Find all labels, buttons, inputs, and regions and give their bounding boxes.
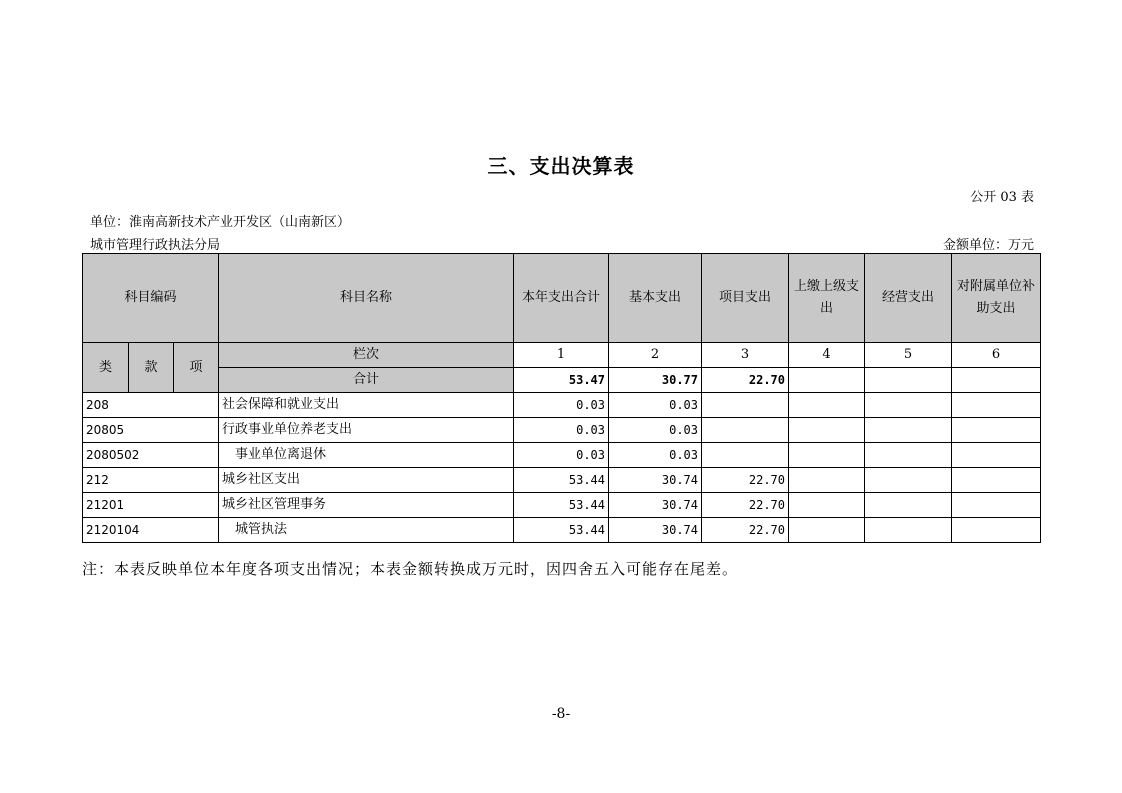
row-project — [702, 443, 789, 468]
header-name: 科目名称 — [219, 254, 514, 343]
header-basic: 基本支出 — [609, 254, 702, 343]
header-total: 本年支出合计 — [514, 254, 609, 343]
row-upper — [789, 393, 865, 418]
row-code: 2120104 — [83, 518, 219, 543]
row-business — [865, 493, 952, 518]
header-business: 经营支出 — [865, 254, 952, 343]
total-project: 22.70 — [702, 368, 789, 393]
row-total: 0.03 — [514, 443, 609, 468]
row-basic: 0.03 — [609, 418, 702, 443]
row-total: 53.44 — [514, 518, 609, 543]
expenditure-table — [82, 253, 1041, 543]
department-label: 城市管理行政执法分局 — [90, 238, 221, 253]
row-code: 20805 — [83, 418, 219, 443]
header-lei: 类 — [83, 343, 129, 393]
row-upper — [789, 468, 865, 493]
row-basic: 30.74 — [609, 493, 702, 518]
row-code: 21201 — [83, 493, 219, 518]
money-unit-label: 金额单位：万元 — [942, 238, 1034, 253]
row-business — [865, 518, 952, 543]
row-total: 53.44 — [514, 493, 609, 518]
row-subsidy — [952, 443, 1041, 468]
column-index-6: 6 — [952, 343, 1041, 368]
header-upper: 上缴上级支出 — [789, 254, 865, 343]
header-code: 科目编码 — [83, 254, 219, 343]
row-basic: 30.74 — [609, 518, 702, 543]
header-lanci: 栏次 — [219, 343, 514, 368]
column-index-1: 1 — [514, 343, 609, 368]
row-upper — [789, 518, 865, 543]
row-code: 208 — [83, 393, 219, 418]
row-name: 社会保障和就业支出 — [219, 393, 514, 418]
row-basic: 0.03 — [609, 443, 702, 468]
row-total: 0.03 — [514, 393, 609, 418]
row-code: 212 — [83, 468, 219, 493]
row-name: 行政事业单位养老支出 — [219, 418, 514, 443]
row-upper — [789, 493, 865, 518]
row-name: 城管执法 — [219, 518, 514, 543]
table-row — [83, 493, 1041, 518]
page-title: 三、支出决算表 — [487, 154, 635, 178]
total-label: 合计 — [219, 368, 514, 393]
table-row — [83, 443, 1041, 468]
table-row — [83, 418, 1041, 443]
row-subsidy — [952, 518, 1041, 543]
row-project — [702, 418, 789, 443]
column-index-5: 5 — [865, 343, 952, 368]
row-subsidy — [952, 468, 1041, 493]
total-basic: 30.77 — [609, 368, 702, 393]
row-name: 城乡社区支出 — [219, 468, 514, 493]
unit-label: 单位：淮南高新技术产业开发区（山南新区） — [90, 215, 351, 230]
row-project — [702, 393, 789, 418]
row-business — [865, 468, 952, 493]
table-note: 注：本表反映单位本年度各项支出情况；本表金额转换成万元时，因四舍五入可能存在尾差。 — [82, 560, 739, 578]
total-row — [83, 368, 1041, 393]
row-subsidy — [952, 418, 1041, 443]
table-row — [83, 468, 1041, 493]
total-business — [865, 368, 952, 393]
header-kuan: 款 — [129, 343, 174, 393]
row-subsidy — [952, 393, 1041, 418]
total-upper — [789, 368, 865, 393]
page-number: -8- — [551, 706, 571, 722]
column-index-2: 2 — [609, 343, 702, 368]
row-project: 22.70 — [702, 493, 789, 518]
row-code: 2080502 — [83, 443, 219, 468]
column-index-3: 3 — [702, 343, 789, 368]
row-business — [865, 443, 952, 468]
row-project: 22.70 — [702, 518, 789, 543]
table-row — [83, 518, 1041, 543]
total-total: 53.47 — [514, 368, 609, 393]
row-total: 0.03 — [514, 418, 609, 443]
row-upper — [789, 443, 865, 468]
row-name: 城乡社区管理事务 — [219, 493, 514, 518]
header-row — [83, 254, 1041, 343]
column-index-4: 4 — [789, 343, 865, 368]
header-subsidy: 对附属单位补助支出 — [952, 254, 1041, 343]
row-project: 22.70 — [702, 468, 789, 493]
row-basic: 0.03 — [609, 393, 702, 418]
row-business — [865, 418, 952, 443]
total-subsidy — [952, 368, 1041, 393]
form-number: 公开 03 表 — [970, 190, 1034, 205]
row-subsidy — [952, 493, 1041, 518]
column-index-row — [83, 343, 1041, 368]
row-business — [865, 393, 952, 418]
header-project: 项目支出 — [702, 254, 789, 343]
row-basic: 30.74 — [609, 468, 702, 493]
row-name: 事业单位离退休 — [219, 443, 514, 468]
row-total: 53.44 — [514, 468, 609, 493]
row-upper — [789, 418, 865, 443]
table-row — [83, 393, 1041, 418]
header-xiang: 项 — [174, 343, 219, 393]
